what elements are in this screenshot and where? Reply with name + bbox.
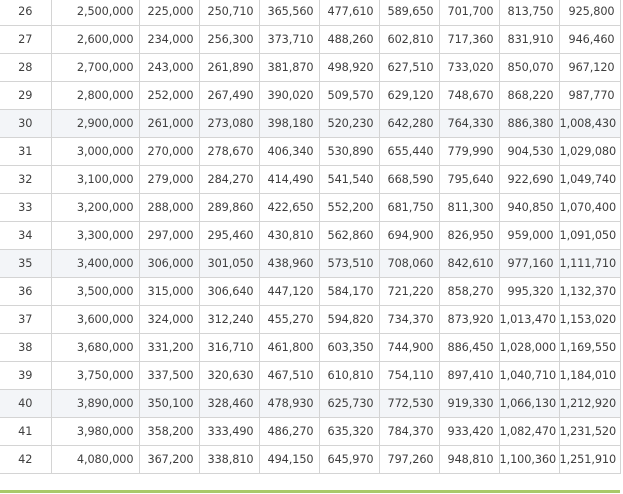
value-cell: 261,000 <box>139 110 199 138</box>
value-cell: 250,710 <box>199 0 259 26</box>
value-cell: 295,460 <box>199 222 259 250</box>
value-cell: 1,100,360 <box>499 446 559 474</box>
row-number-cell: 28 <box>0 54 51 82</box>
value-cell: 541,540 <box>319 166 379 194</box>
row-number-cell: 41 <box>0 418 51 446</box>
value-cell: 858,270 <box>439 278 499 306</box>
row-number-cell: 37 <box>0 306 51 334</box>
value-cell: 252,000 <box>139 82 199 110</box>
value-cell: 373,710 <box>259 26 319 54</box>
value-cell: 3,100,000 <box>51 166 139 194</box>
table-row <box>0 166 620 194</box>
value-cell: 337,500 <box>139 362 199 390</box>
value-cell: 668,590 <box>379 166 439 194</box>
value-cell: 398,180 <box>259 110 319 138</box>
value-cell: 3,750,000 <box>51 362 139 390</box>
value-cell: 842,610 <box>439 250 499 278</box>
value-cell: 488,260 <box>319 26 379 54</box>
value-cell: 438,960 <box>259 250 319 278</box>
row-number-cell: 42 <box>0 446 51 474</box>
value-cell: 708,060 <box>379 250 439 278</box>
value-cell: 270,000 <box>139 138 199 166</box>
value-cell: 922,690 <box>499 166 559 194</box>
table-row <box>0 138 620 166</box>
value-cell: 919,330 <box>439 390 499 418</box>
value-cell: 744,900 <box>379 334 439 362</box>
value-cell: 967,120 <box>559 54 620 82</box>
row-number-cell: 34 <box>0 222 51 250</box>
value-cell: 267,490 <box>199 82 259 110</box>
value-cell: 635,320 <box>319 418 379 446</box>
value-cell: 273,080 <box>199 110 259 138</box>
value-cell: 288,000 <box>139 194 199 222</box>
value-cell: 3,200,000 <box>51 194 139 222</box>
value-cell: 826,950 <box>439 222 499 250</box>
value-cell: 625,730 <box>319 390 379 418</box>
value-cell: 694,900 <box>379 222 439 250</box>
value-cell: 813,750 <box>499 0 559 26</box>
value-cell: 333,490 <box>199 418 259 446</box>
value-cell: 3,500,000 <box>51 278 139 306</box>
value-cell: 2,700,000 <box>51 54 139 82</box>
row-number-cell: 32 <box>0 166 51 194</box>
row-number-cell: 33 <box>0 194 51 222</box>
table-row <box>0 194 620 222</box>
value-cell: 320,630 <box>199 362 259 390</box>
value-cell: 1,132,370 <box>559 278 620 306</box>
value-cell: 324,000 <box>139 306 199 334</box>
value-cell: 779,990 <box>439 138 499 166</box>
row-number-cell: 35 <box>0 250 51 278</box>
value-cell: 234,000 <box>139 26 199 54</box>
value-cell: 987,770 <box>559 82 620 110</box>
value-cell: 2,900,000 <box>51 110 139 138</box>
value-cell: 602,810 <box>379 26 439 54</box>
value-cell: 509,570 <box>319 82 379 110</box>
value-cell: 1,040,710 <box>499 362 559 390</box>
value-cell: 494,150 <box>259 446 319 474</box>
value-cell: 316,710 <box>199 334 259 362</box>
value-cell: 225,000 <box>139 0 199 26</box>
value-cell: 315,000 <box>139 278 199 306</box>
value-cell: 381,870 <box>259 54 319 82</box>
value-cell: 306,640 <box>199 278 259 306</box>
value-cell: 461,800 <box>259 334 319 362</box>
table-row <box>0 446 620 474</box>
value-cell: 642,280 <box>379 110 439 138</box>
value-cell: 2,500,000 <box>51 0 139 26</box>
value-cell: 655,440 <box>379 138 439 166</box>
value-cell: 946,460 <box>559 26 620 54</box>
value-cell: 850,070 <box>499 54 559 82</box>
value-cell: 948,810 <box>439 446 499 474</box>
value-cell: 312,240 <box>199 306 259 334</box>
value-cell: 278,670 <box>199 138 259 166</box>
value-cell: 904,530 <box>499 138 559 166</box>
value-cell: 748,670 <box>439 82 499 110</box>
value-cell: 301,050 <box>199 250 259 278</box>
table-row <box>0 0 620 26</box>
value-cell: 406,340 <box>259 138 319 166</box>
value-cell: 784,370 <box>379 418 439 446</box>
row-number-cell: 27 <box>0 26 51 54</box>
value-cell: 3,000,000 <box>51 138 139 166</box>
value-cell: 358,200 <box>139 418 199 446</box>
value-cell: 1,091,050 <box>559 222 620 250</box>
value-cell: 289,860 <box>199 194 259 222</box>
value-cell: 284,270 <box>199 166 259 194</box>
value-cell: 3,400,000 <box>51 250 139 278</box>
value-cell: 328,460 <box>199 390 259 418</box>
value-cell: 3,300,000 <box>51 222 139 250</box>
value-cell: 681,750 <box>379 194 439 222</box>
value-cell: 873,920 <box>439 306 499 334</box>
row-number-cell: 31 <box>0 138 51 166</box>
table-row <box>0 82 620 110</box>
table-row <box>0 278 620 306</box>
value-cell: 1,251,910 <box>559 446 620 474</box>
row-number-cell: 38 <box>0 334 51 362</box>
value-cell: 897,410 <box>439 362 499 390</box>
value-cell: 627,510 <box>379 54 439 82</box>
value-cell: 886,380 <box>499 110 559 138</box>
value-cell: 297,000 <box>139 222 199 250</box>
value-cell: 3,600,000 <box>51 306 139 334</box>
value-cell: 1,029,080 <box>559 138 620 166</box>
value-cell: 1,153,020 <box>559 306 620 334</box>
value-cell: 959,000 <box>499 222 559 250</box>
value-cell: 4,080,000 <box>51 446 139 474</box>
value-cell: 2,800,000 <box>51 82 139 110</box>
value-cell: 477,610 <box>319 0 379 26</box>
value-cell: 1,013,470 <box>499 306 559 334</box>
value-cell: 1,169,550 <box>559 334 620 362</box>
value-cell: 797,260 <box>379 446 439 474</box>
value-cell: 1,049,740 <box>559 166 620 194</box>
value-cell: 530,890 <box>319 138 379 166</box>
value-cell: 795,640 <box>439 166 499 194</box>
value-cell: 1,070,400 <box>559 194 620 222</box>
table-row <box>0 334 620 362</box>
value-cell: 455,270 <box>259 306 319 334</box>
value-cell: 754,110 <box>379 362 439 390</box>
row-number-cell: 40 <box>0 390 51 418</box>
row-number-cell: 26 <box>0 0 51 26</box>
value-cell: 3,980,000 <box>51 418 139 446</box>
value-cell: 701,700 <box>439 0 499 26</box>
value-cell: 467,510 <box>259 362 319 390</box>
row-number-cell: 30 <box>0 110 51 138</box>
value-cell: 350,100 <box>139 390 199 418</box>
value-cell: 573,510 <box>319 250 379 278</box>
value-cell: 610,810 <box>319 362 379 390</box>
value-cell: 414,490 <box>259 166 319 194</box>
value-cell: 1,082,470 <box>499 418 559 446</box>
value-cell: 3,890,000 <box>51 390 139 418</box>
value-cell: 447,120 <box>259 278 319 306</box>
value-cell: 977,160 <box>499 250 559 278</box>
value-cell: 1,212,920 <box>559 390 620 418</box>
value-cell: 717,360 <box>439 26 499 54</box>
value-cell: 520,230 <box>319 110 379 138</box>
table-row <box>0 390 620 418</box>
value-cell: 629,120 <box>379 82 439 110</box>
value-cell: 1,231,520 <box>559 418 620 446</box>
value-cell: 868,220 <box>499 82 559 110</box>
value-cell: 831,910 <box>499 26 559 54</box>
table-row <box>0 362 620 390</box>
value-cell: 1,028,000 <box>499 334 559 362</box>
table-row <box>0 222 620 250</box>
value-cell: 552,200 <box>319 194 379 222</box>
value-cell: 721,220 <box>379 278 439 306</box>
value-cell: 933,420 <box>439 418 499 446</box>
value-cell: 256,300 <box>199 26 259 54</box>
table-row <box>0 418 620 446</box>
value-cell: 734,370 <box>379 306 439 334</box>
value-cell: 645,970 <box>319 446 379 474</box>
value-cell: 940,850 <box>499 194 559 222</box>
value-cell: 261,890 <box>199 54 259 82</box>
value-cell: 925,800 <box>559 0 620 26</box>
table-row <box>0 54 620 82</box>
value-cell: 603,350 <box>319 334 379 362</box>
value-cell: 1,111,710 <box>559 250 620 278</box>
value-cell: 1,008,430 <box>559 110 620 138</box>
table-row <box>0 250 620 278</box>
value-cell: 995,320 <box>499 278 559 306</box>
row-number-cell: 36 <box>0 278 51 306</box>
value-cell: 430,810 <box>259 222 319 250</box>
value-cell: 562,860 <box>319 222 379 250</box>
table-row <box>0 110 620 138</box>
row-number-cell: 39 <box>0 362 51 390</box>
value-cell: 1,066,130 <box>499 390 559 418</box>
table-row <box>0 26 620 54</box>
value-cell: 589,650 <box>379 0 439 26</box>
value-cell: 498,920 <box>319 54 379 82</box>
value-cell: 486,270 <box>259 418 319 446</box>
value-cell: 390,020 <box>259 82 319 110</box>
value-cell: 1,184,010 <box>559 362 620 390</box>
value-cell: 331,200 <box>139 334 199 362</box>
value-cell: 279,000 <box>139 166 199 194</box>
row-number-cell: 29 <box>0 82 51 110</box>
value-cell: 243,000 <box>139 54 199 82</box>
value-cell: 584,170 <box>319 278 379 306</box>
value-cell: 367,200 <box>139 446 199 474</box>
value-cell: 422,650 <box>259 194 319 222</box>
table-bottom-accent-bar <box>0 490 620 493</box>
value-cell: 811,300 <box>439 194 499 222</box>
value-cell: 365,560 <box>259 0 319 26</box>
value-cell: 2,600,000 <box>51 26 139 54</box>
value-cell: 733,020 <box>439 54 499 82</box>
table-row <box>0 306 620 334</box>
value-cell: 772,530 <box>379 390 439 418</box>
value-cell: 764,330 <box>439 110 499 138</box>
value-cell: 886,450 <box>439 334 499 362</box>
value-cell: 306,000 <box>139 250 199 278</box>
value-cell: 338,810 <box>199 446 259 474</box>
value-cell: 3,680,000 <box>51 334 139 362</box>
value-cell: 594,820 <box>319 306 379 334</box>
value-cell: 478,930 <box>259 390 319 418</box>
